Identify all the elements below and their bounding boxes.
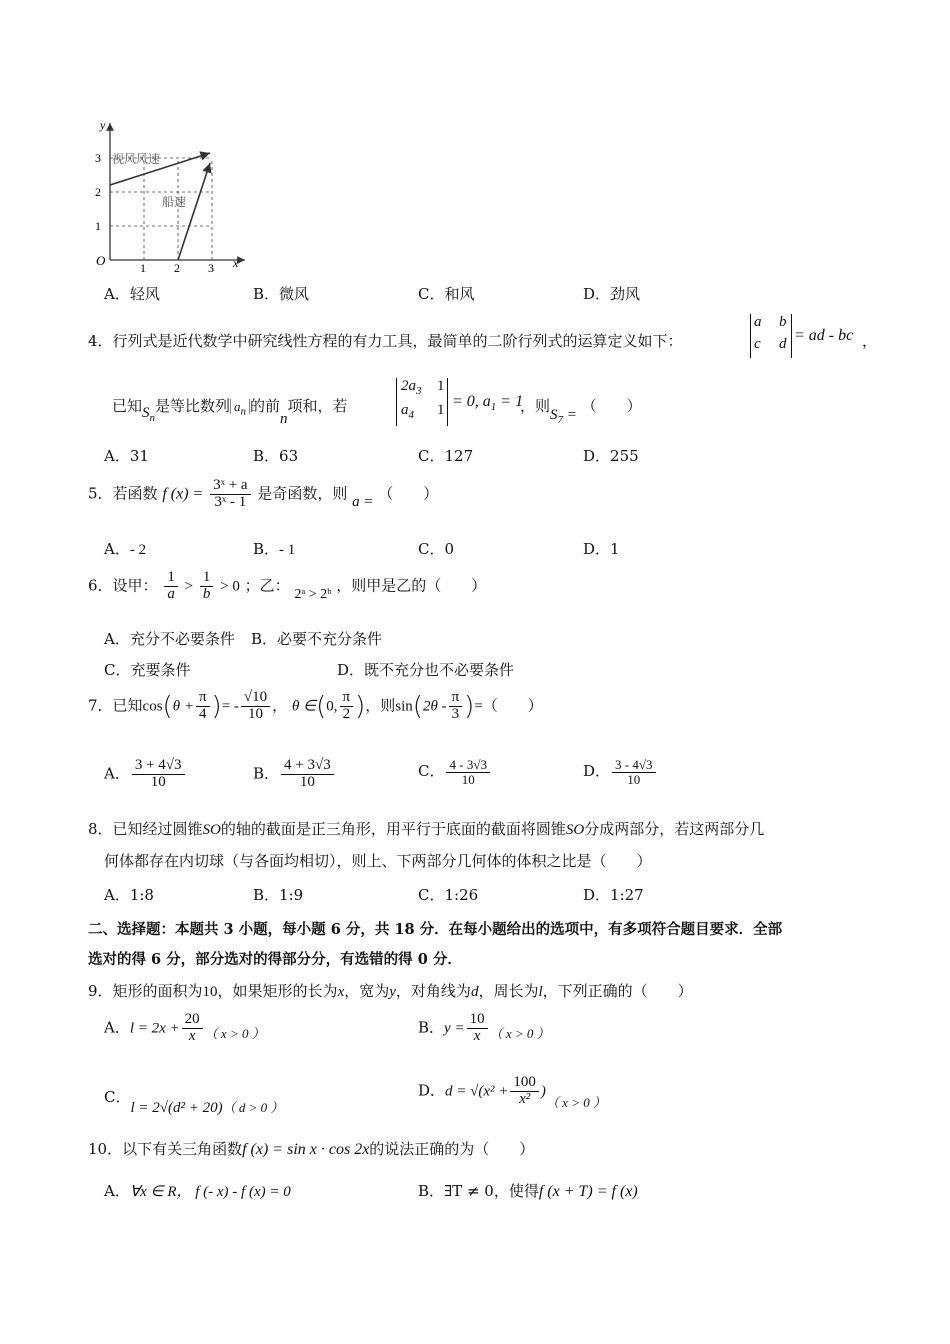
det-b: b	[779, 314, 787, 330]
y-tick-2: 2	[95, 185, 101, 199]
q3-option-c[interactable]: C．和风	[418, 285, 475, 303]
q4-option-a[interactable]: A．31	[104, 447, 149, 465]
det-c: c	[754, 336, 761, 352]
q9-stem: 9．矩形的面积为10，如果矩形的长为x，宽为y，对角线为d，周长为l，下列正确的（ ）	[88, 982, 693, 1000]
det-rhs: = ad - bc	[794, 327, 854, 344]
q5-option-a[interactable]: A．- 2	[104, 540, 147, 558]
q5-option-d[interactable]: D．1	[583, 540, 620, 558]
q6-option-d[interactable]: D．既不充分也不必要条件	[337, 661, 515, 679]
section2-heading-line2: 选对的得 6 分，部分选对的得部分分，有选错的得 0 分．	[88, 951, 462, 968]
q4-comma: ，	[862, 332, 878, 350]
q10-option-b[interactable]: B．∃T ≠ 0，使得f (x + T) = f (x)	[418, 1182, 638, 1200]
wind-label: 视风风速	[112, 152, 161, 166]
origin-label: O	[96, 253, 106, 268]
ship-vector	[178, 163, 210, 260]
q3-option-a[interactable]: A．轻风	[104, 285, 160, 303]
q6-option-b[interactable]: B．必要不充分条件	[251, 630, 383, 648]
q9-option-a[interactable]: A．l = 2x + $\frac{20}{x}$ （ x > 0 ）	[104, 1011, 265, 1044]
q6-option-a[interactable]: A．充分不必要条件	[104, 630, 235, 648]
q3-option-d[interactable]: D．劲风	[583, 285, 641, 303]
q6-option-c[interactable]: C．充要条件	[104, 661, 191, 679]
x-tick-3: 3	[208, 261, 214, 275]
q6-stem: 6．设甲： $\frac{1}{a}$ > $\frac{1}{b}$ > 0 ；乙： 2ᵃ > 2ᵇ ，则甲是乙的（ ）	[88, 569, 487, 603]
det-d: d	[779, 336, 787, 352]
q9-option-b[interactable]: B．y = $\frac{10}{x}$ （ x > 0 ）	[418, 1011, 550, 1044]
q7-option-b[interactable]: B． $\frac{4 + 3√3}{10}$	[253, 758, 336, 791]
velocity-graph	[90, 115, 250, 275]
q7-option-c[interactable]: C． $\frac{4 - 3√3}{10}$	[418, 758, 492, 786]
x-axis-label: x	[233, 256, 239, 270]
q8-option-b[interactable]: B．1:9	[253, 886, 304, 904]
q9-option-d[interactable]: D．d = √(x² + $\frac{100}{\text{x²}}$ )（ x > 0 ）	[418, 1074, 606, 1111]
q4-option-b[interactable]: B．63	[253, 447, 299, 465]
det-a: a	[754, 314, 762, 330]
q7-stem: 7．已知cos(θ + $\frac{\pi}{4}$ )= - $\frac{√10}{10}$ ， θ ∈(0, $\frac{\pi}{2}$ )，则sin(2θ - $\frac{\pi}{3}$ )=（ ）	[88, 689, 543, 722]
q7-option-d[interactable]: D． $\frac{3 - 4√3}{10}$	[583, 758, 658, 786]
q8-option-a[interactable]: A．1:8	[104, 886, 154, 904]
q4-condition: = 0, $a_1 = 1$	[452, 393, 524, 414]
q4-question: ，则$S_7$ = （ ）	[520, 397, 642, 426]
q4-det-definition	[750, 314, 792, 358]
x-tick-2: 2	[174, 261, 180, 275]
q10-option-a[interactable]: A．∀x ∈ R， f (- x) - f (x) = 0	[104, 1182, 291, 1200]
q10-stem: 10．以下有关三角函数f (x) = sin x · cos 2x的说法正确的为（ ）	[88, 1140, 535, 1158]
q9-option-c[interactable]: C．l = 2√(d² + 20)（ d > 0 ）	[104, 1088, 284, 1116]
x-tick-1: 1	[140, 261, 146, 275]
q5-option-c[interactable]: C．0	[418, 540, 455, 558]
y-axis-label: y	[100, 118, 106, 132]
q7-option-a[interactable]: A． $\frac{3 + 4√3}{10}$	[104, 758, 187, 791]
q8-option-d[interactable]: D．1:27	[583, 886, 644, 904]
q4-line2: 已知$S_n$是等比数列 $a_n$ 的前n项和，若	[112, 397, 348, 427]
q4-option-c[interactable]: C．127	[418, 447, 474, 465]
q3-option-b[interactable]: B．微风	[253, 285, 310, 303]
y-tick-1: 1	[95, 219, 101, 233]
q4-stem: 4．行列式是近代数学中研究线性方程的有力工具，最简单的二阶行列式的运算定义如下：	[88, 332, 683, 350]
q8-option-c[interactable]: C．1:26	[418, 886, 479, 904]
q5-stem: 5．若函数 f (x) = $\frac{\text{3ˣ + a}}{\text{3ˣ - 1}}$ 是奇函数，则 a = （ ）	[88, 477, 439, 511]
section2-heading-line1: 二、选择题：本题共 3 小题，每小题 6 分，共 18 分．在每小题给出的选项中，有多项符合题目要求．全部	[88, 921, 783, 938]
q4-det-condition: $2a_3$ 1 $a_4$ 1	[396, 378, 448, 426]
y-tick-3: 3	[95, 151, 101, 165]
ship-label: 船速	[162, 195, 187, 209]
q8-line1: 8．已知经过圆锥SO的轴的截面是正三角形，用平行于底面的截面将圆锥SO分成两部分，若这两部分几	[88, 820, 765, 838]
q8-line2: 何体都存在内切球（与各面均相切），则上、下两部分几何体的体积之比是（ ）	[104, 852, 652, 870]
q4-option-d[interactable]: D．255	[583, 447, 639, 465]
q5-option-b[interactable]: B．- 1	[253, 540, 296, 558]
